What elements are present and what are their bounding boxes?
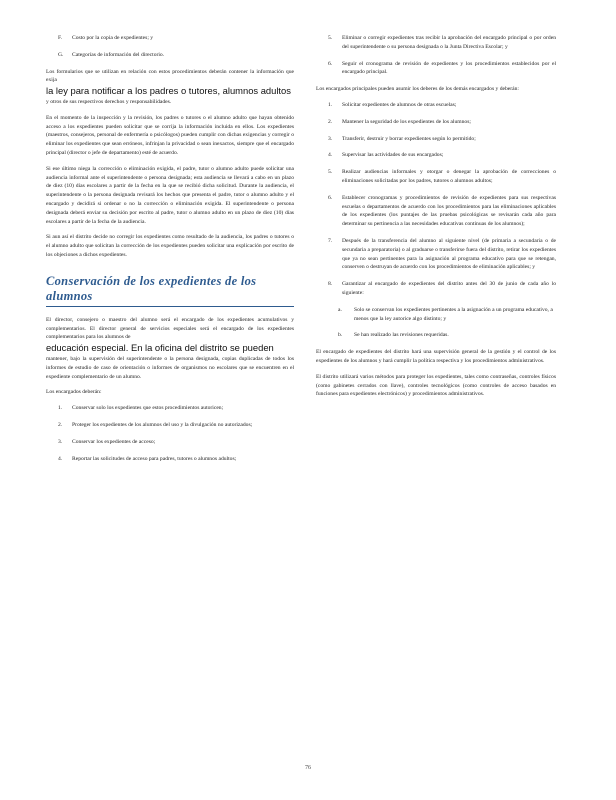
heading-rule (46, 306, 294, 307)
list-item-number: 3. (58, 438, 63, 445)
list-item-text: Seguir el cronograma de revisión de expedientes y los procedimientos establecidos por el encargado principal. (342, 60, 556, 76)
list-item-text: Garantizar al encargado de expedientes del distrito antes del 30 de junio de cada año lo siguiente: (342, 281, 556, 296)
list-item-text: Supervisar las actividades de sus encargados; (342, 152, 444, 159)
paragraph-protection-methods: El distrito utilizará varios métodos para proteger los expedientes, tales como contraseñas, controles físicos (como gabinetes cerrados con llave), controles tecnológicos (como controles de acceso basados en funciones para expedientes electrónicos) y procedimientos administrativos. (316, 373, 556, 398)
list-item-number: 4. (328, 152, 333, 159)
list-item-number: 6. (328, 60, 333, 67)
list-item (46, 421, 294, 430)
paragraph-hearing: Si ese último niega la corrección o eliminación exigida, el padre, tutor o alumno adulto puede solicitar una audiencia informal ante el superintendente o persona designada; esta audiencia se llevará a cabo en un plazo de diez (10) días escolares a partir de la fecha en la que se recibió dicha solicitud. Durante la audiencia, el superintendente o la persona designada revisará los hechos que presenta el padre, tutor o alumno adulto y el encargado y decidirá si ordenar o no la corrección o eliminación exigida. El superintendente o persona designada deberá enviar su decisión por escrito al padre, tutor o alumno adulto en un plazo de diez (10) días escolares a partir de la fecha de la audiencia. (46, 165, 294, 225)
list-item (46, 404, 294, 413)
paragraph-text: El director, consejero o maestro del alumno será el encargado de los expedientes acumulativos y complementarios. El director general de servicios especiales será el encargado de los expedientes complementarios para los alumnos de (46, 316, 294, 341)
paragraph-text: mantener, bajo la supervisión del superintendente o la persona designada, copias duplicadas de todos los informes de estudio de caso de orientación o informes de organismos no escolares que se encuentren en el expediente complementario de un alumno. (46, 355, 294, 380)
list-item-text: Mantener la seguridad de los expedientes de los alumnos; (342, 118, 471, 125)
list-item-number: 2. (58, 421, 63, 428)
paragraph-text: Los formularios que se utilizan en relación con estos procedimientos deberán contener la información que exija (46, 68, 294, 84)
principal-intro: Los encargados principales pueden asumir los deberes de los demás encargados y deberán: (316, 86, 519, 93)
list-item-text: Conservar los expedientes de acceso; (72, 438, 156, 445)
list-item-text: Solicitar expedientes de alumnos de otras escuelas; (342, 101, 457, 108)
list-item (316, 280, 556, 298)
list-item (316, 101, 556, 110)
list-item-text: Reportar las solicitudes de acceso para padres, tutores o alumnos adultos; (72, 455, 237, 462)
list-item (316, 237, 556, 272)
list-item-number: 5. (328, 169, 333, 176)
sub-item-letter: a. (338, 306, 342, 313)
paragraph-custodians (46, 316, 294, 382)
list-item (316, 118, 556, 127)
list-item (46, 34, 294, 43)
list-item (46, 438, 294, 447)
list-item (316, 60, 556, 78)
paragraph-inspection: En el momento de la inspección y la revisión, los padres o tutores o el alumno adulto que hayan obtenido acceso a los expedientes pueden solicitar que se corrija la información incluida en ellos. Los expedientes (maestros, consejeros, personal de enfermería o psicólogos) pueden cumplir con dichas exigencias y corregir o eliminar los expedientes que sean erróneos, infrinjan la privacidad o sean inexactos, siempre que el encargado principal (director o jefe de departamento) esté de acuerdo. (46, 114, 294, 156)
list-item-text: Conservar solo los expedientes que estos procedimientos autoricen; (72, 405, 224, 412)
list-item (316, 168, 556, 186)
left-top-list (46, 34, 294, 60)
duties-list (46, 404, 294, 463)
paragraph-district-custodian: El encargado de expedientes del distrito hará una supervisión general de la gestión y el control de los expedientes de los alumnos y hará cumplir la política respectiva y los procedimientos administrativos. (316, 349, 556, 364)
paragraph-objections: Si aun así el distrito decide no corregir los expedientes como resultado de la audiencia, los padres o tutores o el alumno adulto que solicitan la corrección de los expedientes pueden solicitar una explicación por escrito de los objeciones a dichos expedientes. (46, 234, 294, 258)
paragraph-text: y otros de sus respectivos derechos y responsabilidades. (46, 98, 172, 105)
list-item-text: Después de la transferencia del alumno al siguiente nivel (de primaria a secundaria o de secundaria a preparatoria) o al graduarse o transferirse fuera del distrito, retirar los expedientes que ya no sean pertinentes para la asignación al programa educativo para que se retengan, conserven o destruyan de acuerdo con los procedimientos de eliminación aplicables; y (342, 237, 556, 271)
list-item-number: 6. (328, 194, 333, 201)
right-column (316, 34, 556, 406)
list-item-text: Eliminar o corregir expedientes tras recibir la aprobación del encargado principal o por orden del superintendente o su persona designada o la Junta Directiva Escolar; y (342, 35, 556, 50)
list-item-text: Establecer cronogramas y procedimientos de revisión de expedientes para sus respectivas escuelas o departamentos de acuerdo con los procedimientos para las eliminaciones aplicables de los expedientes (los puntajes de las pruebas psicológicas se revisarán cada año para determinar su pertinencia a las necesidades educativas continuas de los alumnos); (342, 194, 556, 228)
list-item (46, 51, 294, 60)
list-item-number: 4. (58, 455, 63, 462)
list-item-text: Realizar audiencias informales y otorgar o denegar la aprobación de correcciones o eliminaciones solicitadas por los padres, tutores o alumnos adultos; (342, 169, 556, 184)
left-column (46, 34, 294, 471)
list-item (46, 455, 294, 464)
paragraph-large-text: la ley para notificar a los padres o tutores, alumnos adultos (46, 85, 291, 97)
sub-item-letter: b. (338, 332, 343, 339)
list-item-text: Proteger los expedientes de los alumnos del uso y la divulgación no autorizados; (72, 421, 253, 428)
paragraph-forms (46, 68, 294, 107)
section-heading: Conservación de los expedientes de los alumnos (46, 273, 257, 303)
list-item (316, 194, 556, 229)
list-item (316, 34, 556, 52)
list-item-number: 1. (328, 101, 333, 108)
list-item-number: 3. (328, 135, 333, 142)
list-item-number: 1. (58, 405, 63, 412)
right-top-list (316, 34, 556, 77)
list-item-text: Costo por la copia de expedientes; y (72, 35, 154, 41)
page-number: 76 (305, 765, 311, 771)
paragraph-large-text: educación especial. En la oficina del distrito se pueden (46, 342, 274, 354)
list-item (316, 151, 556, 160)
list-item-number: 8. (328, 281, 333, 288)
sub-list-item (332, 306, 556, 324)
list-item-number: G. (58, 51, 64, 58)
list-item-number: 5. (328, 35, 333, 41)
sub-item-text: Solo se conservan los expedientes pertinentes a la asignación a un programa educativo, a menos que la ley autorice algo distinto; y (354, 306, 553, 322)
duties-intro: Los encargados deberán: (46, 389, 102, 396)
list-item-number: 2. (328, 118, 333, 125)
sub-item-text: Se han realizado las revisiones requeridas. (354, 332, 449, 339)
principal-duties-list (316, 101, 556, 340)
list-item (316, 135, 556, 144)
sub-list-item (332, 331, 556, 340)
list-item-number: 7. (328, 237, 333, 244)
list-item-text: Categorías de información del directorio. (72, 51, 165, 58)
list-item-number: F. (58, 35, 63, 41)
list-item-text: Transferir, destruir y borrar expedientes según lo permitido; (342, 135, 476, 142)
